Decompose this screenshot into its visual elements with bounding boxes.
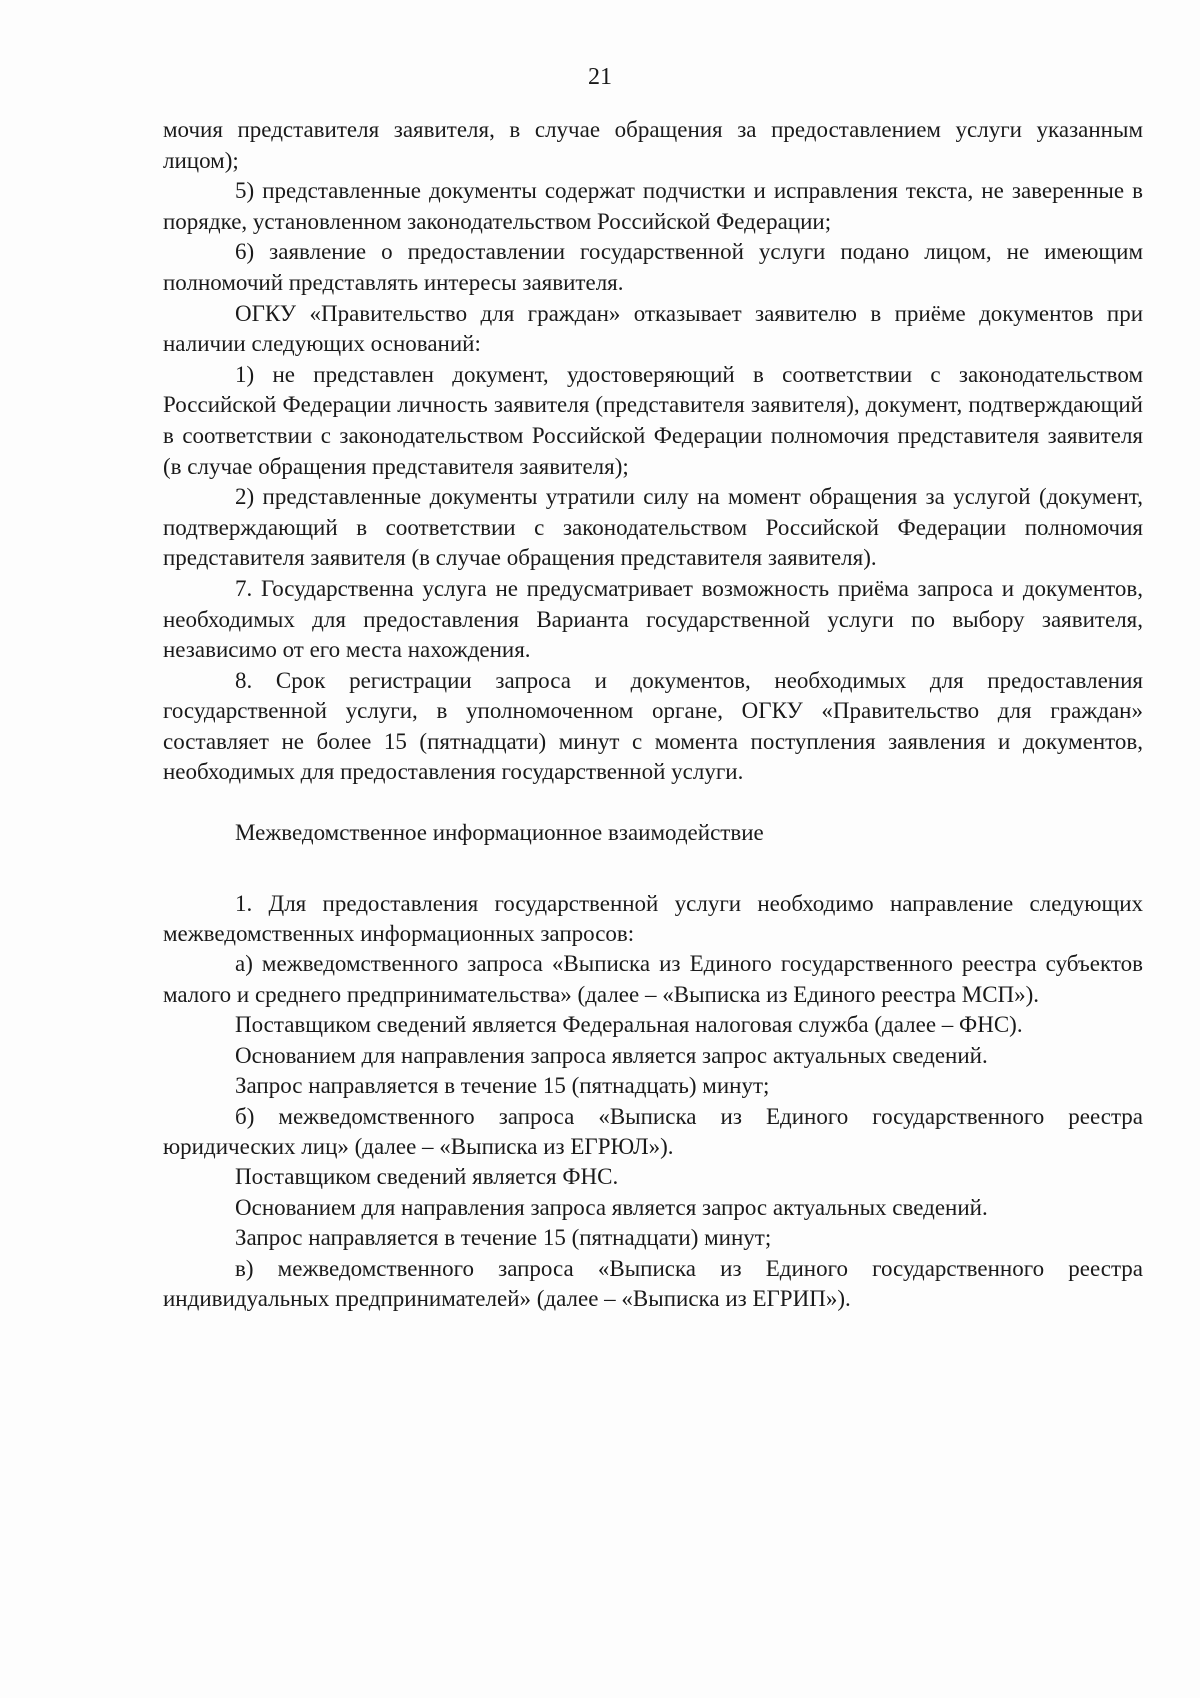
paragraph: в) межведомственного запроса «Выписка из Единого государственного реестра индивидуальных предпринимателей» (далее – «Выписка из ЕГРИП»).	[163, 1255, 1143, 1311]
document-body	[163, 115, 1143, 1314]
paragraph: мочия представителя заявителя, в случае обращения за предоставлением услуги указанным лицом);	[163, 117, 1143, 173]
paragraph: 1) не представлен документ, удостоверяющий в соответствии с законодательством Российской Федерации личность заявителя (представителя заявителя), документ, подтверждающий в соответствии с законодательством Российской Федерации полномочия представителя заявителя (в случае обращения представителя заявителя);	[163, 361, 1143, 479]
paragraph: Запрос направляется в течение 15 (пятнадцать) минут;	[235, 1073, 770, 1099]
paragraph: Основанием для направления запроса является запрос актуальных сведений.	[235, 1042, 988, 1068]
paragraph: а) межведомственного запроса «Выписка из Единого государственного реестра субъектов малого и среднего предпринимательства» (далее – «Выписка из Единого реестра МСП»).	[163, 951, 1143, 1007]
paragraph: 2) представленные документы утратили силу на момент обращения за услугой (документ, подтверждающий в соответствии с законодательством Российской Федерации полномочия представителя заявителя (в случае обращения представителя заявителя).	[163, 484, 1143, 571]
paragraph: ОГКУ «Правительство для граждан» отказывает заявителю в приёме документов при наличии следующих оснований:	[163, 300, 1143, 357]
paragraph: 6) заявление о предоставлении государственной услуги подано лицом, не имеющим полномочий представлять интересы заявителя.	[163, 239, 1143, 295]
section-interagency-requests	[163, 889, 1143, 1315]
paragraph: Поставщиком сведений является Федеральная налоговая служба (далее – ФНС).	[235, 1012, 1023, 1038]
page-number: 21	[588, 64, 612, 90]
paragraph: б) межведомственного запроса «Выписка из Единого государственного реестра юридических лиц» (далее – «Выписка из ЕГРЮЛ»).	[163, 1103, 1143, 1159]
section-refusal-grounds	[163, 115, 1143, 788]
paragraph: 7. Государственна услуга не предусматривает возможность приёма запроса и документов, необходимых для предоставления Варианта государственной услуги по выбору заявителя, независимо от его места нахождения.	[163, 575, 1143, 663]
paragraph: Поставщиком сведений является ФНС.	[235, 1164, 619, 1190]
paragraph: Запрос направляется в течение 15 (пятнадцати) минут;	[235, 1225, 772, 1251]
paragraph: 1. Для предоставления государственной услуги необходимо направление следующих межведомственных информационных запросов:	[163, 890, 1143, 947]
paragraph: 5) представленные документы содержат подчистки и исправления текста, не заверенные в порядке, установленном законодательством Российской Федерации;	[163, 178, 1143, 234]
paragraph: Основанием для направления запроса является запрос актуальных сведений.	[235, 1194, 988, 1220]
section-heading: Межведомственное информационное взаимодействие	[235, 820, 764, 846]
paragraph: 8. Срок регистрации запроса и документов, необходимых для предоставления государственной услуги, в уполномоченном органе, ОГКУ «Правительство для граждан» составляет не более 15 (пятнадцати) минут с момента поступления заявления и документов, необходимых для предоставления государственной услуги.	[163, 667, 1143, 785]
